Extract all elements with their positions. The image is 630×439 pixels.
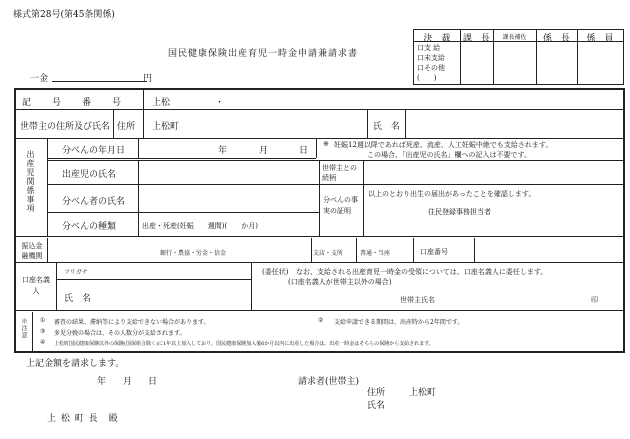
footer-address-value: 上松町 bbox=[409, 388, 437, 398]
birth-type-value[interactable]: 出産・死産(妊娠 週間)( か月) bbox=[142, 222, 258, 230]
option-mishikyu[interactable]: 口未支給 bbox=[417, 54, 445, 62]
note3-text: 多児分娩の場合は、その人数分が支給されます。 bbox=[54, 330, 186, 337]
amount-suffix: 円 bbox=[143, 74, 153, 84]
account-number-input[interactable] bbox=[475, 239, 622, 261]
footer-name-input[interactable] bbox=[395, 395, 615, 409]
footer-name-label: 氏名 bbox=[367, 401, 386, 411]
record-label: 記 号 番 号 bbox=[22, 98, 123, 108]
account-holder-label: 口座名義人 bbox=[22, 276, 50, 295]
account-name-label: 氏 名 bbox=[64, 294, 92, 304]
note1-text: 審査の結果、滞納等により支給できない場合があります。 bbox=[54, 319, 210, 326]
bank-label: 振込金融機関 bbox=[21, 242, 43, 260]
mother-name-label: 分べん者の氏名 bbox=[62, 197, 126, 207]
option-sonota[interactable]: 口その他 bbox=[417, 64, 445, 72]
proof-text: 以上のとおり出生の届出があったことを確認します。 bbox=[368, 190, 536, 198]
recipient: 上 松 町 長 殿 bbox=[47, 414, 119, 424]
form-number: 様式第28号(第45条関係) bbox=[13, 10, 115, 20]
record-input[interactable] bbox=[166, 91, 616, 108]
furigana-label: フリガナ bbox=[64, 269, 88, 276]
seal-mark: 印 bbox=[591, 296, 598, 304]
col-kacho: 課 長 bbox=[462, 34, 490, 44]
birth-note-line2: この場合、「出産児の氏名」欄への記入は不要です。 bbox=[367, 151, 531, 159]
col-kessai: 決 裁 bbox=[423, 34, 451, 44]
page-title: 国民健康保険出産育児一時金申請兼請求書 bbox=[168, 49, 359, 59]
branch-types[interactable]: 支店・支所 bbox=[313, 250, 344, 257]
request-text: 上記金額を請求します。 bbox=[26, 359, 125, 369]
bank-types[interactable]: 銀行・農協・労金・信金 bbox=[160, 250, 227, 257]
footer-date-month: 月 bbox=[123, 377, 133, 387]
birth-date-month: 月 bbox=[259, 146, 269, 156]
child-name-input[interactable] bbox=[139, 161, 318, 183]
amount-prefix: 一金 bbox=[30, 74, 49, 84]
delegation-note: (口座名義人が世帯主以外の場合) bbox=[288, 278, 392, 286]
relation-input[interactable] bbox=[364, 161, 622, 183]
col-kakaricho: 係 長 bbox=[542, 34, 570, 44]
amount-field[interactable] bbox=[52, 81, 147, 82]
delegation-title: (委任状) bbox=[262, 268, 289, 276]
birth-date-label: 分べんの年月日 bbox=[62, 146, 126, 156]
account-name-input[interactable] bbox=[100, 280, 250, 309]
birth-date-day: 日 bbox=[299, 146, 309, 156]
householder-address-value: 上松町 bbox=[152, 122, 180, 132]
option-other-paren: ( ) bbox=[417, 74, 437, 82]
note2-marker: ② bbox=[318, 317, 324, 324]
proof-signer: 住民登録事務担当者 bbox=[428, 208, 491, 216]
note3-marker: ③ bbox=[40, 328, 46, 335]
note4-marker: ④ bbox=[40, 339, 46, 346]
birth-note-line1: 妊娠12週以降であれば死産、流産、人工妊娠中絶でも支給されます。 bbox=[334, 141, 553, 149]
note2-text: 支給申請できる期間は、出産時から2年間です。 bbox=[334, 319, 464, 326]
birth-date-year: 年 bbox=[218, 146, 228, 156]
col-kakariin: 係 員 bbox=[586, 34, 614, 44]
footer-date-year: 年 bbox=[97, 377, 107, 387]
footer-date-day: 日 bbox=[148, 377, 158, 387]
householder-address-label: 住所 bbox=[117, 122, 136, 132]
option-shikyu[interactable]: 口支 給 bbox=[417, 44, 441, 52]
proof-label: 分べんの事実の証明 bbox=[323, 196, 358, 215]
householder-name-label: 氏 名 bbox=[373, 122, 401, 132]
footer-address-label: 住所 bbox=[367, 388, 386, 398]
delegation-text: なお、支給される出産育児一時金の受領については、口座名義人に委任します。 bbox=[296, 268, 548, 276]
householder-label: 世帯主の住所及び氏名 bbox=[20, 122, 111, 132]
notes-side-label: ※注意 bbox=[20, 318, 27, 339]
account-types[interactable]: 普通・当座 bbox=[360, 250, 391, 257]
record-dot: ・ bbox=[215, 98, 225, 108]
note4-text: 上松町国民健康保険以外の保険(国保組合除く)に1年以上加入しており、国民健康保険加入後6か月以内に出産した場合は、出産一時金はそちらの保険から支給されます。 bbox=[54, 341, 434, 347]
approval-box bbox=[413, 29, 624, 85]
birth-type-label: 分べんの種類 bbox=[62, 222, 117, 232]
relation-label: 世帯主との続柄 bbox=[322, 164, 357, 182]
mother-name-input[interactable] bbox=[139, 185, 318, 211]
account-number-label: 口座番号 bbox=[420, 248, 448, 256]
householder-name-input[interactable] bbox=[406, 110, 621, 137]
note1-marker: ① bbox=[40, 317, 46, 324]
record-value-prefix: 上松 bbox=[152, 98, 171, 108]
child-name-label: 出産児の氏名 bbox=[62, 170, 117, 180]
col-hosa: 課長補佐 bbox=[502, 34, 527, 41]
applicant-label: 請求者(世帯主) bbox=[298, 377, 360, 387]
birth-note-marker: ※ bbox=[323, 140, 329, 148]
householder-sign-label: 世帯主氏名 bbox=[400, 296, 435, 304]
birth-side-label: 出産児関係事項 bbox=[26, 150, 35, 213]
